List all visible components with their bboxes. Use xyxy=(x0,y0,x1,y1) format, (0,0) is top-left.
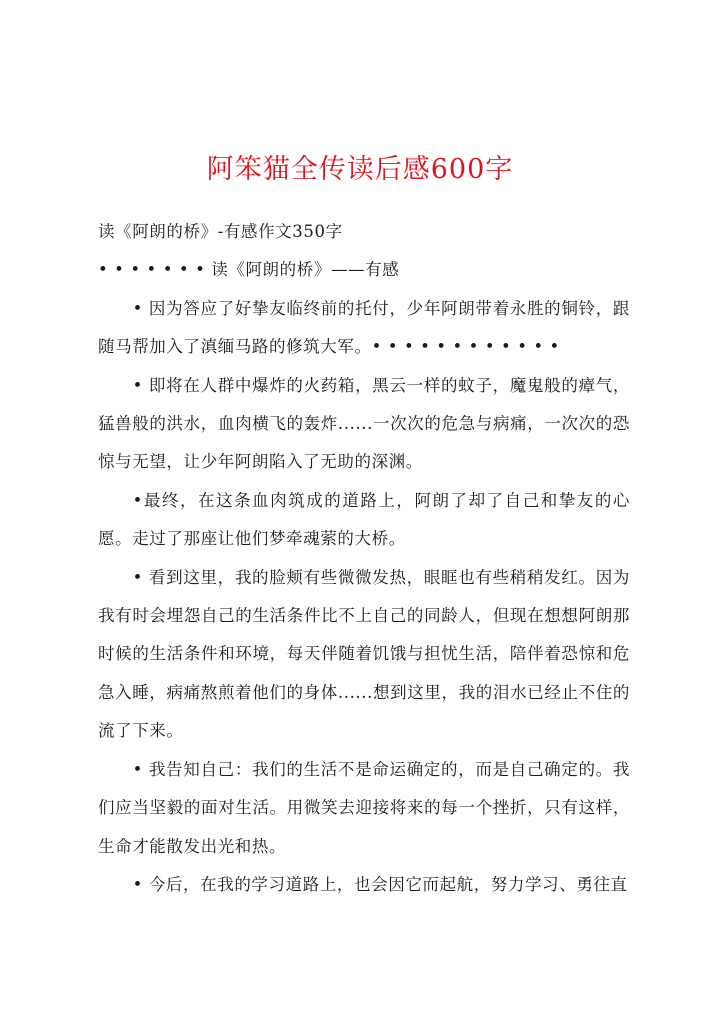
paragraph: • 今后，在我的学习道路上，也会因它而起航，努力学习、勇往直 xyxy=(132,874,628,894)
document-body xyxy=(98,213,630,904)
paragraph: • 我告知自己：我们的生活不是命运确定的，而是自己确定的。我们应当坚毅的面对生活。用微笑去迎接将来的每一个挫折，只有这样，生命才能散发出光和热。 xyxy=(98,759,630,856)
paragraph: • 因为答应了好挚友临终前的托付，少年阿朗带着永胜的铜铃，跟随马帮加入了滇缅马路的修筑大军。• • • • • • • • • • • • xyxy=(98,298,630,357)
paragraph-subtitle: 读《阿朗的桥》-有感作文350字 xyxy=(98,222,343,241)
paragraph: • 看到这里，我的脸颊有些微微发热，眼眶也有些稍稍发红。因为我有时会埋怨自己的生活条件比不上自己的同龄人，但现在想想阿朗那时候的生活条件和环境，每天伴随着饥饿与担忧生活，陪伴着恐惊和危急入睡，病痛熬煎着他们的身体......想到这里，我的泪水已经止不住的流了下来。 xyxy=(98,567,630,741)
paragraph: •最终，在这条血肉筑成的道路上，阿朗了却了自己和挚友的心愿。走过了那座让他们梦牵魂萦的大桥。 xyxy=(98,490,630,549)
document-title: 阿笨猫全传读后感600字 xyxy=(206,154,514,185)
paragraph: • 即将在人群中爆炸的火药箱，黑云一样的蚊子，魔鬼般的瘴气，猛兽般的洪水，血肉横飞的轰炸......一次次的危急与病痛，一次次的恐惊与无望，让少年阿朗陷入了无助的深渊。 xyxy=(98,375,630,472)
paragraph-heading: • • • • • • • 读《阿朗的桥》——有感 xyxy=(98,260,400,280)
